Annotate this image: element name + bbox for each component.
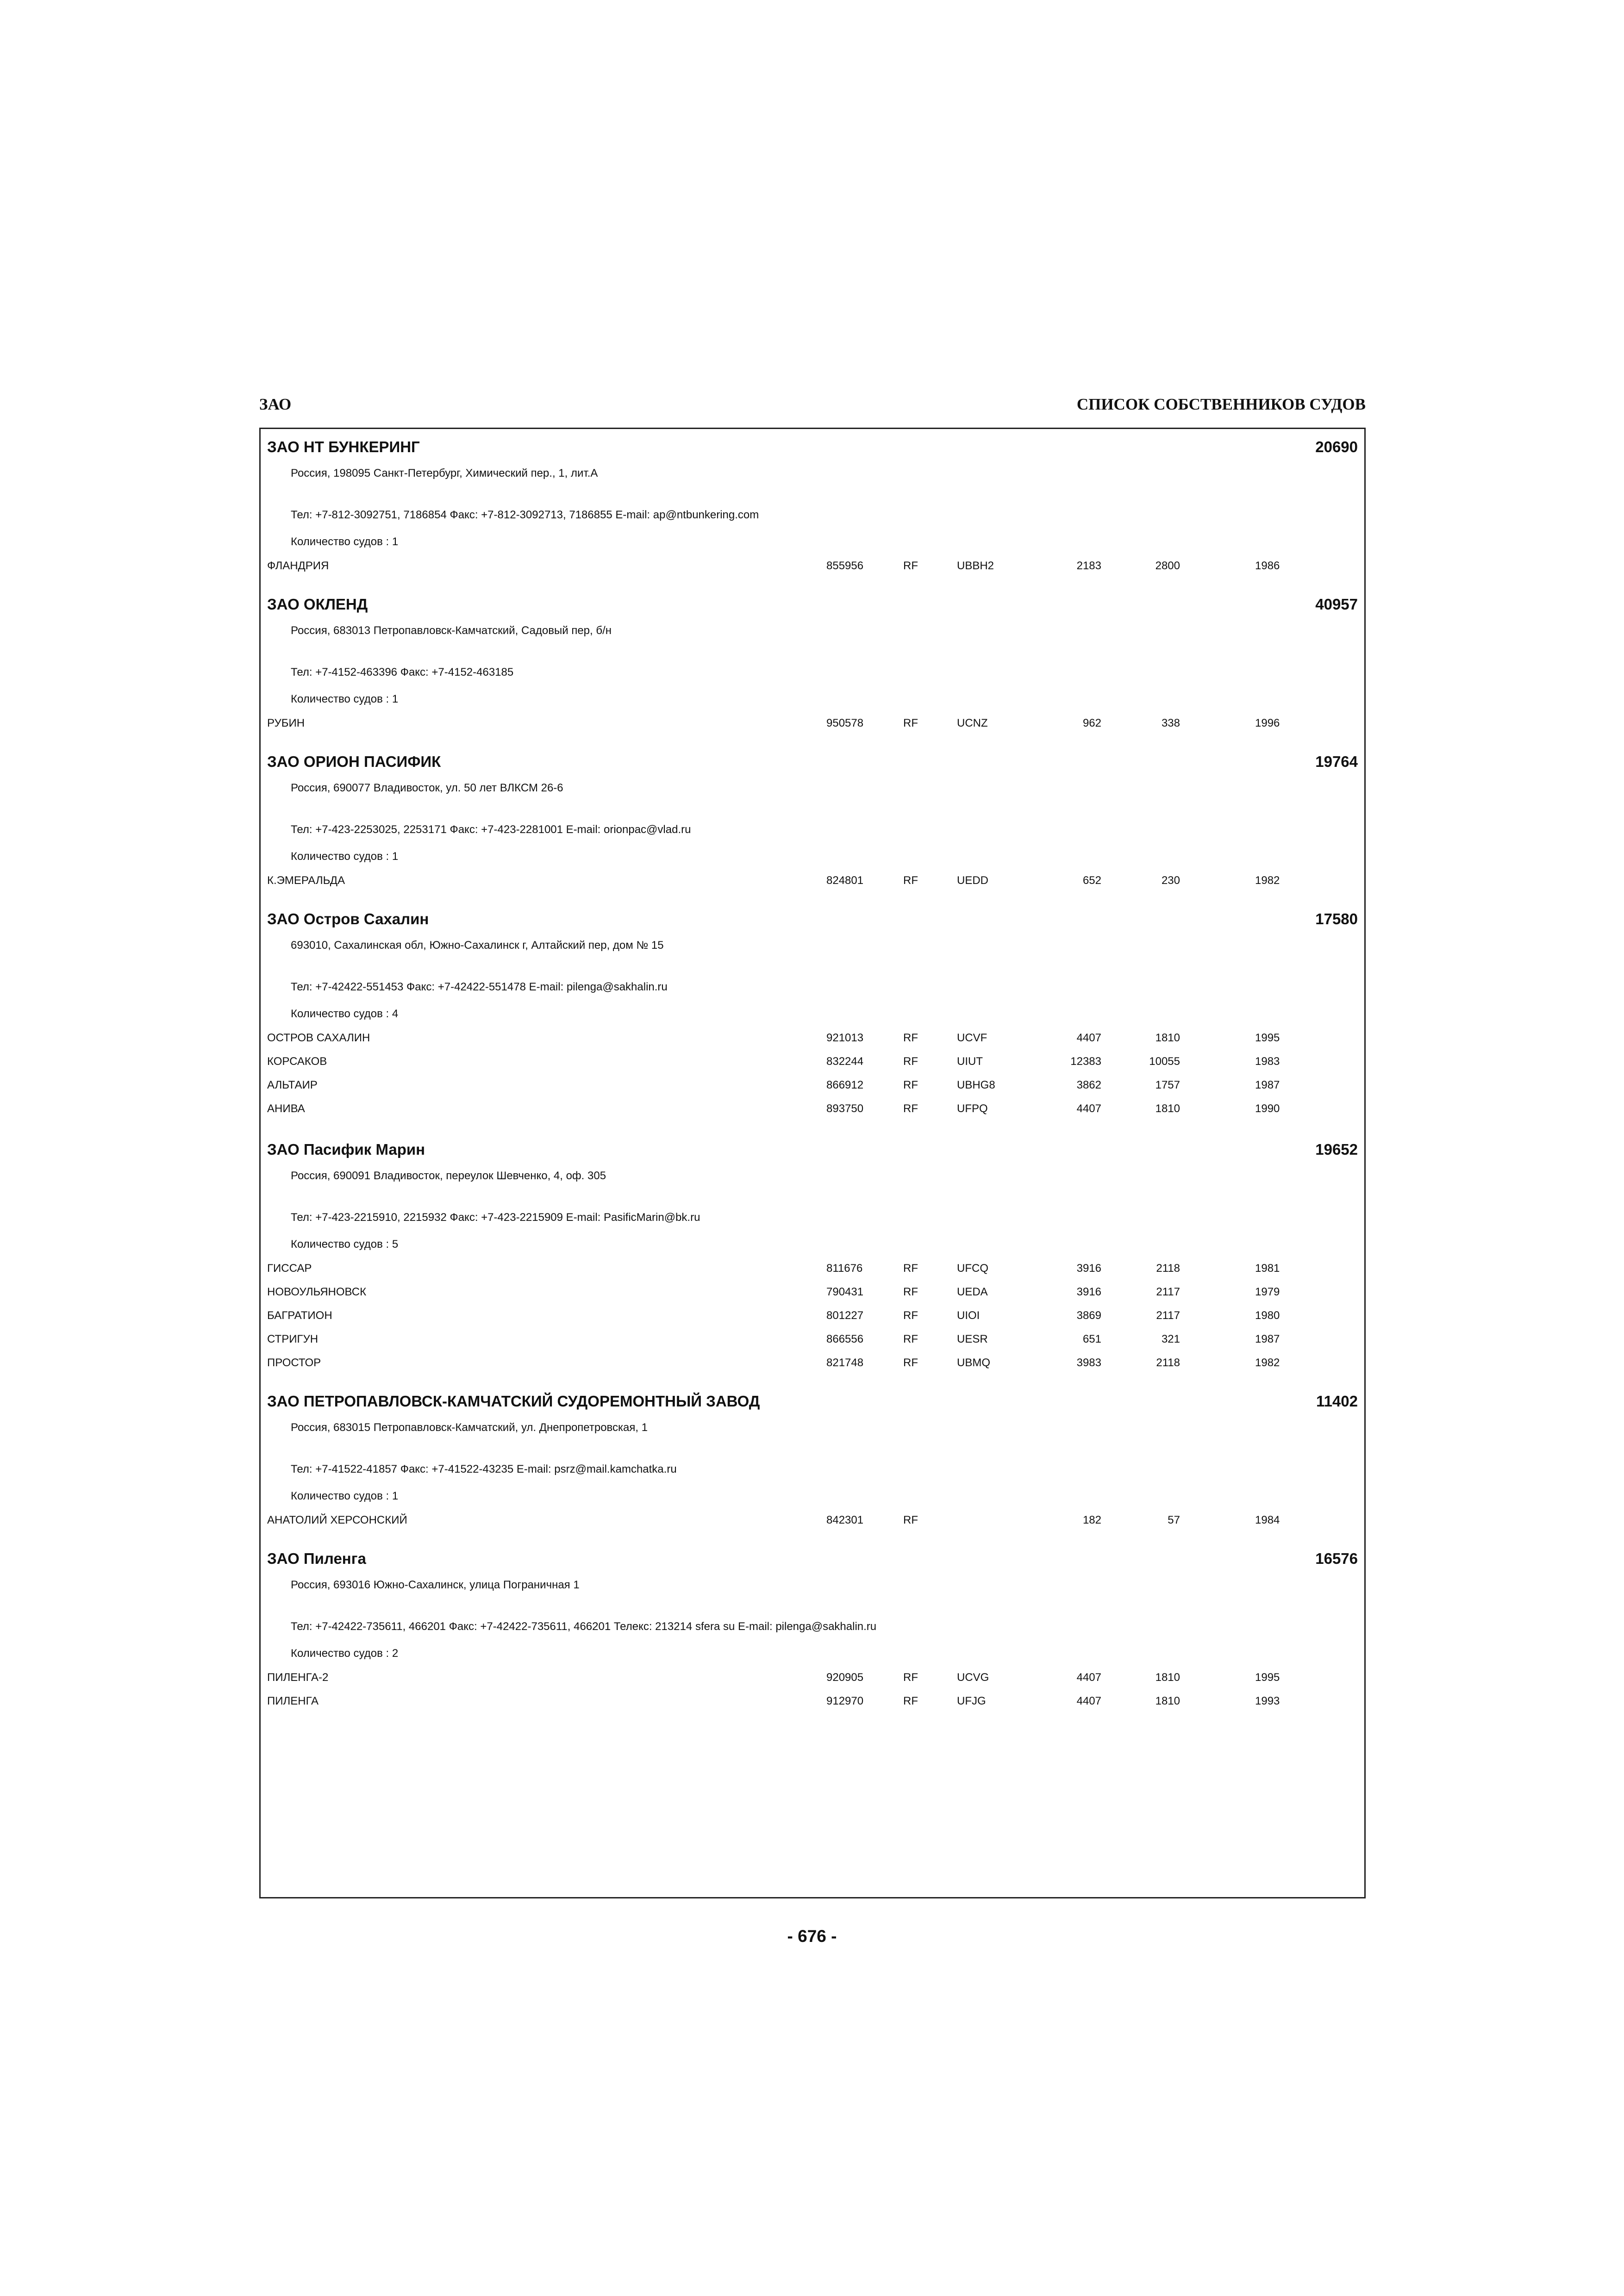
ship-build-year: 1984 [1255,1514,1280,1526]
ship-build-year: 1980 [1255,1309,1280,1322]
ship-count: Количество судов : 1 [291,693,399,705]
ship-row [267,1102,1286,1117]
ship-name: КОРСАКОВ [267,1055,327,1068]
ship-flag: RF [903,560,918,572]
ship-name: ГИССАР [267,1262,312,1275]
ship-flag: RF [903,1695,918,1707]
ship-flag: RF [903,874,918,887]
ship-name: ПРОСТОР [267,1356,321,1369]
ship-official-number: 842301 [826,1514,864,1526]
ship-flag: RF [903,1102,918,1115]
ship-flag: RF [903,1333,918,1345]
ship-build-year: 1982 [1255,1356,1280,1369]
company-contacts: Тел: +7-4152-463396 Факс: +7-4152-463185 [291,666,514,678]
ship-name: АНИВА [267,1102,305,1115]
ship-gross-tonnage: 182 [1082,1514,1101,1526]
ship-row [267,717,1286,732]
ship-call-sign: UEDA [957,1286,988,1298]
ship-build-year: 1995 [1255,1671,1280,1684]
ship-flag: RF [903,1356,918,1369]
ship-build-year: 1995 [1255,1032,1280,1044]
ship-build-year: 1993 [1255,1695,1280,1707]
company-code: 40957 [1315,596,1358,613]
ship-call-sign: UIUT [957,1055,983,1068]
ship-call-sign: UESR [957,1333,988,1345]
company-contacts: Тел: +7-423-2253025, 2253171 Факс: +7-423-2281001 E-mail: orionpac@vlad.ru [291,823,691,836]
ship-official-number: 824801 [826,874,864,887]
ship-flag: RF [903,1055,918,1068]
ship-gross-tonnage: 962 [1082,717,1101,729]
ship-deadweight: 2117 [1156,1309,1180,1322]
ship-call-sign: UCVG [957,1671,989,1684]
ship-build-year: 1996 [1255,717,1280,729]
ship-call-sign: UBMQ [957,1356,990,1369]
ship-official-number: 893750 [826,1102,864,1115]
running-head-right: СПИСОК СОБСТВЕННИКОВ СУДОВ [1076,395,1366,413]
ship-official-number: 832244 [826,1055,864,1068]
ship-row [267,1309,1286,1324]
ship-gross-tonnage: 3862 [1076,1079,1101,1091]
ship-row [267,1333,1286,1348]
ship-build-year: 1987 [1255,1333,1280,1345]
ship-official-number: 866556 [826,1333,864,1345]
company-code: 19652 [1315,1141,1358,1158]
ship-build-year: 1979 [1255,1286,1280,1298]
ship-gross-tonnage: 2183 [1076,560,1101,572]
company-contacts: Тел: +7-42422-551453 Факс: +7-42422-551478 E-mail: pilenga@sakhalin.ru [291,981,668,993]
company-contacts: Тел: +7-812-3092751, 7186854 Факс: +7-812-3092713, 7186855 E-mail: ap@ntbunkering.com [291,509,759,521]
company-code: 19764 [1315,753,1358,770]
ship-deadweight: 230 [1161,874,1180,887]
ship-row [267,1286,1286,1300]
ship-deadweight: 57 [1168,1514,1180,1526]
ship-flag: RF [903,1514,918,1526]
company-name: ЗАО ОРИОН ПАСИФИК [267,753,441,770]
ship-count: Количество судов : 1 [291,1490,399,1502]
ship-call-sign: UFJG [957,1695,986,1707]
ship-row [267,1671,1286,1686]
ship-call-sign: UFPQ [957,1102,988,1115]
ship-deadweight: 1810 [1155,1671,1180,1684]
ship-gross-tonnage: 3916 [1076,1286,1101,1298]
ship-flag: RF [903,1286,918,1298]
ship-build-year: 1982 [1255,874,1280,887]
ship-call-sign: UBHG8 [957,1079,995,1091]
ship-name: ПИЛЕНГА [267,1695,319,1707]
ship-deadweight: 2117 [1156,1286,1180,1298]
company-name: ЗАО Пасифик Марин [267,1141,425,1158]
ship-deadweight: 1810 [1155,1032,1180,1044]
ship-build-year: 1987 [1255,1079,1280,1091]
ship-deadweight: 321 [1161,1333,1180,1345]
ship-count: Количество судов : 5 [291,1238,399,1251]
ship-name: ОСТРОВ САХАЛИН [267,1032,370,1044]
ship-official-number: 920905 [826,1671,864,1684]
ship-flag: RF [903,1309,918,1322]
company-address: Россия, 198095 Санкт-Петербург, Химический пер., 1, лит.А [291,467,598,479]
company-address: Россия, 693016 Южно-Сахалинск, улица Пограничная 1 [291,1579,580,1591]
ship-gross-tonnage: 3869 [1076,1309,1101,1322]
ship-official-number: 912970 [826,1695,864,1707]
ship-name: АЛЬТАИР [267,1079,318,1091]
ship-gross-tonnage: 4407 [1076,1102,1101,1115]
ship-name: АНАТОЛИЙ ХЕРСОНСКИЙ [267,1514,407,1526]
company-code: 17580 [1315,910,1358,927]
ship-name: К.ЭМЕРАЛЬДА [267,874,345,887]
ship-call-sign: UFCQ [957,1262,988,1275]
ship-build-year: 1983 [1255,1055,1280,1068]
company-contacts: Тел: +7-42422-735611, 466201 Факс: +7-42422-735611, 466201 Телекс: 213214 sfera su E-mail: pilenga@sakhalin.ru [291,1620,877,1633]
ship-count: Количество судов : 4 [291,1008,399,1020]
ship-name: ПИЛЕНГА-2 [267,1671,329,1684]
company-address: Россия, 690077 Владивосток, ул. 50 лет ВЛКСМ 26-6 [291,782,563,794]
ship-flag: RF [903,1262,918,1275]
ship-deadweight: 1810 [1155,1695,1180,1707]
ship-gross-tonnage: 4407 [1076,1695,1101,1707]
ship-deadweight: 338 [1161,717,1180,729]
ship-gross-tonnage: 651 [1082,1333,1101,1345]
page-number: - 676 - [787,1927,837,1946]
ship-row [267,560,1286,574]
ship-build-year: 1981 [1255,1262,1280,1275]
ship-call-sign: UCNZ [957,717,988,729]
ship-flag: RF [903,1079,918,1091]
company-contacts: Тел: +7-423-2215910, 2215932 Факс: +7-423-2215909 E-mail: PasificMarin@bk.ru [291,1211,700,1224]
ship-name: БАГРАТИОН [267,1309,332,1322]
ship-call-sign: UCVF [957,1032,987,1044]
ship-official-number: 801227 [826,1309,864,1322]
company-address: Россия, 690091 Владивосток, переулок Шевченко, 4, оф. 305 [291,1170,606,1182]
ship-name: ФЛАНДРИЯ [267,560,329,572]
ship-name: СТРИГУН [267,1333,319,1345]
ship-call-sign: UBBH2 [957,560,994,572]
ship-count: Количество судов : 1 [291,535,399,548]
ship-call-sign: UIOI [957,1309,980,1322]
company-name: ЗАО ПЕТРОПАВЛОВСК-КАМЧАТСКИЙ СУДОРЕМОНТНЫЙ ЗАВОД [267,1393,760,1410]
ship-row [267,874,1286,889]
ship-count: Количество судов : 1 [291,850,399,863]
company-contacts: Тел: +7-41522-41857 Факс: +7-41522-43235 E-mail: psrz@mail.kamchatka.ru [291,1463,677,1475]
ship-official-number: 821748 [826,1356,864,1369]
ship-flag: RF [903,1032,918,1044]
ship-official-number: 921013 [826,1032,864,1044]
ship-deadweight: 1757 [1155,1079,1180,1091]
ship-flag: RF [903,1671,918,1684]
ship-gross-tonnage: 652 [1082,874,1101,887]
company-address: Россия, 683013 Петропавловск-Камчатский, Садовый пер, б/н [291,624,612,637]
company-address: Россия, 683015 Петропавловск-Камчатский, ул. Днепропетровская, 1 [291,1421,648,1434]
ship-row [267,1079,1286,1094]
ship-gross-tonnage: 12383 [1070,1055,1101,1068]
company-code: 11402 [1316,1393,1358,1410]
ship-row [267,1032,1286,1046]
ship-build-year: 1986 [1255,560,1280,572]
running-head-left: ЗАО [259,395,292,413]
ship-official-number: 950578 [826,717,864,729]
ship-deadweight: 2800 [1155,560,1180,572]
ship-gross-tonnage: 3916 [1076,1262,1101,1275]
ship-row [267,1262,1286,1277]
ship-name: НОВОУЛЬЯНОВСК [267,1286,367,1298]
company-address: 693010, Сахалинская обл, Южно-Сахалинск г, Алтайский пер, дом № 15 [291,939,664,952]
ship-official-number: 855956 [826,560,864,572]
ship-official-number: 866912 [826,1079,864,1091]
ship-deadweight: 1810 [1155,1102,1180,1115]
ship-build-year: 1990 [1255,1102,1280,1115]
ship-deadweight: 2118 [1156,1356,1180,1369]
company-name: ЗАО Пиленга [267,1550,366,1567]
ship-row [267,1356,1286,1371]
company-name: ЗАО ОКЛЕНД [267,596,368,613]
ship-deadweight: 2118 [1156,1262,1180,1275]
ship-deadweight: 10055 [1149,1055,1180,1068]
ship-count: Количество судов : 2 [291,1647,399,1660]
ship-gross-tonnage: 4407 [1076,1032,1101,1044]
running-head [259,392,1366,419]
ship-row [267,1514,1286,1529]
directory-frame [259,428,1366,1898]
ship-gross-tonnage: 4407 [1076,1671,1101,1684]
ship-call-sign: UEDD [957,874,989,887]
company-code: 16576 [1315,1550,1358,1567]
ship-official-number: 790431 [826,1286,864,1298]
ship-flag: RF [903,717,918,729]
ship-row [267,1055,1286,1070]
ship-row [267,1695,1286,1710]
ship-official-number: 811676 [826,1262,863,1275]
ship-gross-tonnage: 3983 [1076,1356,1101,1369]
company-name: ЗАО НТ БУНКЕРИНГ [267,438,420,455]
company-code: 20690 [1315,438,1358,455]
ship-name: РУБИН [267,717,305,729]
company-name: ЗАО Остров Сахалин [267,910,429,927]
